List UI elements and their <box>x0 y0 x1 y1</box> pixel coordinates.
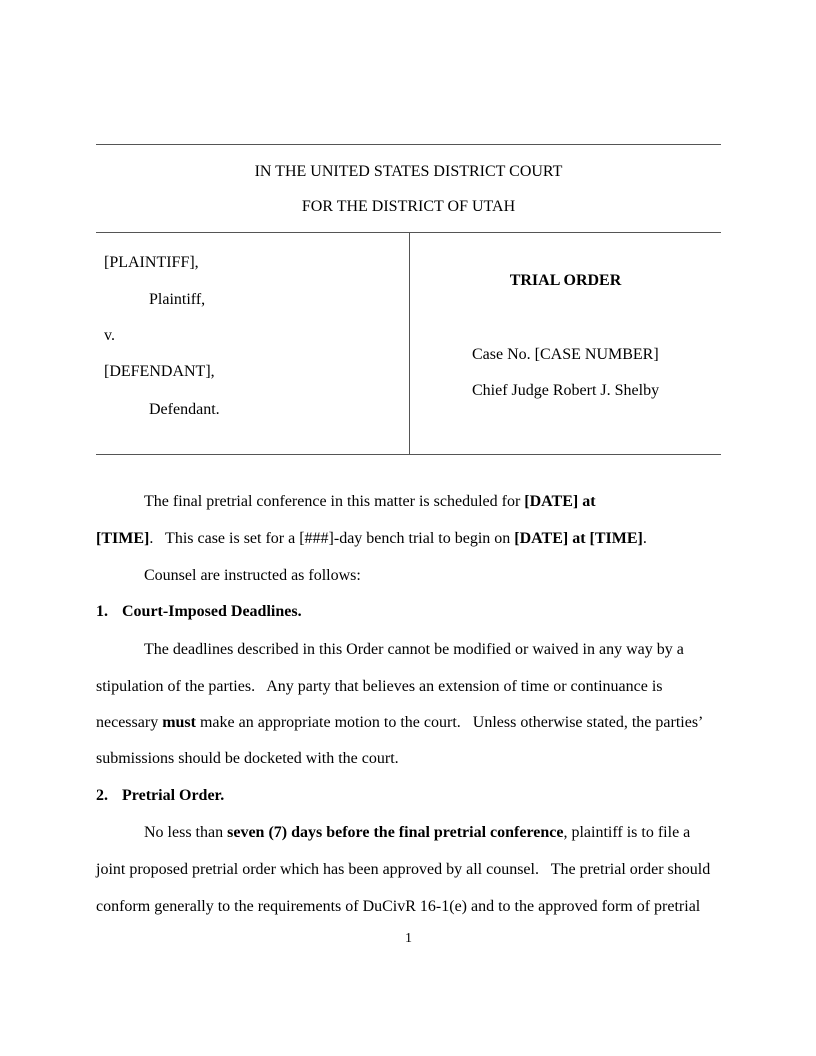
section-heading-1 <box>96 602 721 622</box>
paragraph-line <box>96 492 769 512</box>
section-number: 1. <box>96 603 108 620</box>
text-run: Counsel are instructed as follows: <box>144 567 361 584</box>
defendant-role: Defendant. <box>149 401 220 418</box>
court-name: IN THE UNITED STATES DISTRICT COURT <box>254 163 563 180</box>
paragraph-line <box>96 677 721 697</box>
caption-bottom-rule <box>96 454 721 455</box>
text-run: The deadlines described in this Order cannot be modified or waived in any way by a <box>144 641 684 658</box>
text-run-bold: seven (7) days before the final pretrial conference <box>227 824 564 841</box>
page-number: 1 <box>405 931 412 946</box>
paragraph-line <box>96 640 769 660</box>
paragraph-line <box>96 897 721 917</box>
order-title: TRIAL ORDER <box>509 272 622 289</box>
judge-name: Chief Judge Robert J. Shelby <box>472 382 660 399</box>
text-run: joint proposed pretrial order which has been approved by all counsel. The pretrial order should <box>96 861 711 878</box>
text-run: necessary <box>96 714 163 731</box>
paragraph-line <box>96 713 721 733</box>
text-run: No less than <box>144 824 228 841</box>
defendant-name: [DEFENDANT], <box>104 363 215 380</box>
district-name: FOR THE DISTRICT OF UTAH <box>301 198 516 215</box>
text-run-bold: [TIME] <box>96 530 150 547</box>
caption-divider <box>409 232 410 454</box>
text-run: The final pretrial conference in this matter is scheduled for <box>144 493 525 510</box>
paragraph-line <box>96 566 769 586</box>
plaintiff-name: [PLAINTIFF], <box>104 254 199 271</box>
top-rule <box>96 144 721 145</box>
case-number: Case No. [CASE NUMBER] <box>472 346 659 363</box>
paragraph-line <box>96 749 721 769</box>
section-title: Pretrial Order. <box>122 787 225 804</box>
text-run: stipulation of the parties. Any party that believes an extension of time or continuance is <box>96 678 663 695</box>
text-run: submissions should be docketed with the court. <box>96 750 399 767</box>
paragraph-line <box>96 823 769 843</box>
text-run: . <box>642 530 647 547</box>
section-heading-2 <box>96 786 721 806</box>
versus: v. <box>104 327 115 344</box>
text-run: , plaintiff is to file a <box>563 824 691 841</box>
plaintiff-role: Plaintiff, <box>149 291 206 308</box>
text-run-bold: [DATE] at [TIME] <box>514 530 643 547</box>
text-run: make an appropriate motion to the court. Unless otherwise stated, the parties’ <box>195 714 704 731</box>
paragraph-line <box>96 529 721 549</box>
text-run-bold: must <box>162 714 196 731</box>
paragraph-line <box>96 860 721 880</box>
text-run-bold: [DATE] at <box>524 493 596 510</box>
section-number: 2. <box>96 787 108 804</box>
section-title: Court-Imposed Deadlines. <box>122 603 302 620</box>
text-run: conform generally to the requirements of DuCivR 16-1(e) and to the approved form of pretrial <box>96 898 701 915</box>
text-run: . This case is set for a [###]-day bench trial to begin on <box>149 530 515 547</box>
